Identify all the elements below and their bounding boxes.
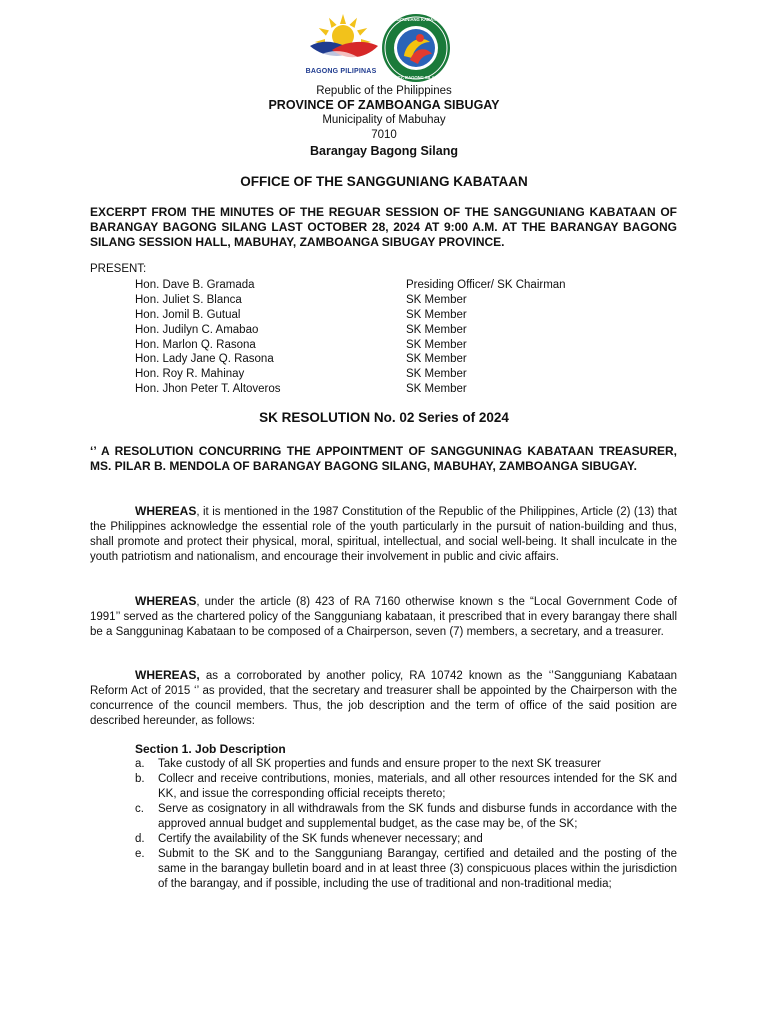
job-description-list [135, 757, 677, 892]
list-item-letter: d. [135, 833, 145, 845]
member-role: SK Member [406, 338, 467, 351]
member-role: SK Member [406, 368, 467, 381]
attendance-list [135, 278, 655, 397]
whereas-text: as a corroborated by another policy, RA 10742 known as the ‘’Sangguniang Kabataan Reform Act of 2015 ‘’ as provided, that the secretary and treasurer shall be appointed by the Chairperson with the concurrence of the council members. Thus, the job description and the term of office of the said position are described hereunder, as follows: [90, 670, 677, 727]
svg-text:SANGGUNIANG KABATAAN: SANGGUNIANG KABATAAN [387, 17, 445, 22]
svg-text:BRGY. BAGONG SILANG: BRGY. BAGONG SILANG [391, 75, 441, 80]
list-item-letter: a. [135, 758, 145, 770]
list-item [135, 802, 677, 832]
header-republic: Republic of the Philippines [316, 85, 452, 97]
list-item-text: Certify the availability of the SK funds whenever necessary; and [158, 833, 483, 845]
list-item-text: Serve as cosignatory in all withdrawals from the SK funds and disburse funds in accordance with the approved annual budget and supplemental budget, as the case may be, of the SK; [158, 803, 677, 830]
member-role: SK Member [406, 323, 467, 336]
whereas-lead: WHEREAS [135, 504, 197, 518]
list-item [135, 757, 677, 772]
attendance-row [135, 367, 655, 382]
member-name: Hon. Jhon Peter T. Altoveros [135, 383, 281, 396]
member-name: Hon. Jomil B. Gutual [135, 308, 241, 321]
whereas-paragraph [90, 668, 677, 729]
header-municipality: Municipality of Mabuhay [322, 114, 446, 126]
attendance-row [135, 323, 655, 338]
attendance-row [135, 278, 655, 293]
whereas-lead: WHEREAS [135, 594, 197, 608]
section-title: Section 1. Job Description [135, 742, 286, 756]
bagong-pilipinas-caption: BAGONG PILIPINAS [305, 68, 377, 75]
member-role: SK Member [406, 293, 467, 306]
attendance-row [135, 352, 655, 367]
attendance-row [135, 382, 655, 397]
whereas-lead: WHEREAS, [135, 668, 200, 682]
list-item-text: Collecr and receive contributions, monies, materials, and all other resources intended for the SK and KK, and issue the corresponding official receipts thereto; [158, 773, 677, 800]
list-item [135, 832, 677, 847]
resolution-title: SK RESOLUTION No. 02 Series of 2024 [259, 410, 509, 425]
list-item [135, 772, 677, 802]
sangguniang-kabataan-seal [380, 12, 452, 84]
header-zip-code: 7010 [371, 129, 397, 141]
list-item-letter: c. [135, 803, 144, 815]
attendance-row [135, 293, 655, 308]
member-role: SK Member [406, 308, 467, 321]
whereas-text: , under the article (8) 423 of RA 7160 otherwise known s the “Local Government Code of 1991’’ served as the chartered policy of the Sangguniang kabataan, it prescribed that in every barangay there shall be a Sangguninag Kabataan to be composed of a Chairperson, seven (7) members, a secretary, and a treasurer. [90, 596, 677, 638]
whereas-text: , it is mentioned in the 1987 Constitution of the Republic of the Philippines, Article (2) (13) that the Philippines acknowledge the essential role of the youth particularly in the pursuit of nation-building and thus, shall promote and protect their physical, moral, spiritual, intellectual, and social well-being. It shall inculcate in the youth patriotism and nationalism, and encourage their involvement in public and civic affairs. [90, 506, 677, 563]
attendance-row [135, 338, 655, 353]
member-role: Presiding Officer/ SK Chairman [406, 279, 566, 291]
whereas-paragraph [90, 594, 677, 640]
member-role: SK Member [406, 383, 467, 396]
member-name: Hon. Judilyn C. Amabao [135, 323, 259, 336]
office-title: OFFICE OF THE SANGGUNIANG KABATAAN [240, 174, 528, 189]
list-item-text: Submit to the SK and to the Sangguniang Barangay, certified and detailed and the posting of the same in the barangay bulletin board and in at least three (3) conspicuous places within the jurisdiction of the barangay, and if possible, including the use of traditional and non-traditional media; [158, 848, 677, 890]
minutes-excerpt: EXCERPT FROM THE MINUTES OF THE REGUAR SESSION OF THE SANGGUNIANG KABATAAN OF BARANGAY BAGONG SILANG LAST OCTOBER 28, 2024 AT 9:00 A.M. AT THE BARANGAY BAGONG SILANG SESSION HALL, MABUHAY, ZAMBOANGA SIBUGAY PROVINCE. [90, 205, 677, 249]
header-province: PROVINCE OF ZAMBOANGA SIBUGAY [268, 98, 500, 112]
member-role: SK Member [406, 353, 467, 366]
resolution-description: ‘’ A RESOLUTION CONCURRING THE APPOINTMENT OF SANGGUNINAG KABATAAN TREASURER, MS. PILAR B. MENDOLA OF BARANGAY BAGONG SILANG, MABUHAY, ZAMBOANGA SIBUGAY. [90, 444, 677, 473]
list-item [135, 847, 677, 892]
header-barangay: Barangay Bagong Silang [310, 144, 458, 158]
member-name: Hon. Lady Jane Q. Rasona [135, 353, 274, 366]
member-name: Hon. Marlon Q. Rasona [135, 338, 256, 351]
list-item-letter: b. [135, 773, 145, 785]
list-item-text: Take custody of all SK properties and funds and ensure proper to the next SK treasurer [158, 758, 602, 770]
member-name: Hon. Dave B. Gramada [135, 279, 255, 291]
member-name: Hon. Juliet S. Blanca [135, 293, 242, 306]
member-name: Hon. Roy R. Mahinay [135, 368, 245, 381]
present-label: PRESENT: [90, 263, 147, 275]
header-logos [0, 12, 768, 82]
attendance-row [135, 308, 655, 323]
list-item-letter: e. [135, 848, 145, 860]
whereas-paragraph [90, 504, 677, 565]
